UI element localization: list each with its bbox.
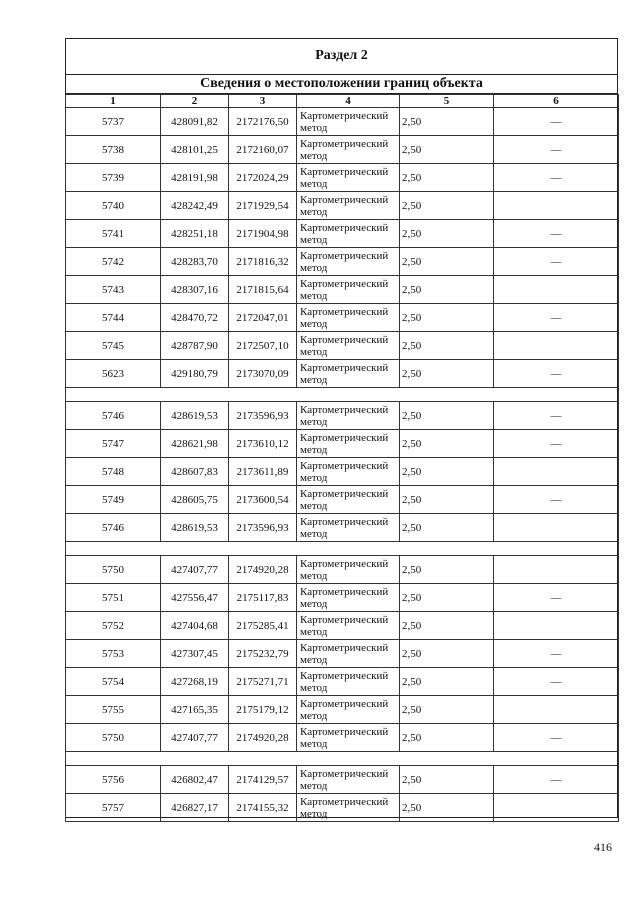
- table-group-separator: [66, 388, 619, 402]
- col-header: 4: [297, 95, 400, 108]
- description-cell: [494, 192, 619, 220]
- description-cell: —: [494, 668, 619, 696]
- point-number-cell: 5753: [66, 640, 161, 668]
- description-cell: [494, 696, 619, 724]
- y-coordinate-cell: 2173596,93: [229, 514, 297, 542]
- table-group-separator: [66, 752, 619, 766]
- col-header: 6: [494, 95, 619, 108]
- accuracy-cell: 2,50: [400, 766, 494, 794]
- y-coordinate-cell: 2172047,01: [229, 304, 297, 332]
- method-cell: Картометрический метод: [297, 514, 400, 542]
- point-number-cell: 5752: [66, 612, 161, 640]
- method-cell: Картометрический метод: [297, 220, 400, 248]
- point-number-cell: 5745: [66, 332, 161, 360]
- method-cell: Картометрический метод: [297, 724, 400, 752]
- method-cell: Картометрический метод: [297, 332, 400, 360]
- y-coordinate-cell: 2172160,07: [229, 136, 297, 164]
- accuracy-cell: 2,50: [400, 430, 494, 458]
- table-row: [66, 556, 619, 584]
- description-cell: [494, 612, 619, 640]
- description-cell: —: [494, 584, 619, 612]
- separator-cell: [66, 752, 619, 766]
- table-row: [66, 276, 619, 304]
- table-row: [66, 360, 619, 388]
- section-title: Раздел 2: [65, 38, 618, 75]
- method-cell: Картометрический метод: [297, 696, 400, 724]
- point-number-cell: 5750: [66, 724, 161, 752]
- y-coordinate-cell: 2172024,29: [229, 164, 297, 192]
- y-coordinate-cell: 2175271,71: [229, 668, 297, 696]
- y-coordinate-cell: 2175285,41: [229, 612, 297, 640]
- table-row: [66, 640, 619, 668]
- y-coordinate-cell: 2174155,32: [229, 794, 297, 822]
- x-coordinate-cell: 427268,19: [161, 668, 229, 696]
- accuracy-cell: 2,50: [400, 556, 494, 584]
- col-header: 2: [161, 95, 229, 108]
- accuracy-cell: 2,50: [400, 360, 494, 388]
- description-cell: —: [494, 360, 619, 388]
- x-coordinate-cell: 427404,68: [161, 612, 229, 640]
- method-cell: Картометрический метод: [297, 458, 400, 486]
- method-cell: Картометрический метод: [297, 304, 400, 332]
- y-coordinate-cell: 2175232,79: [229, 640, 297, 668]
- point-number-cell: 5749: [66, 486, 161, 514]
- y-coordinate-cell: 2175179,12: [229, 696, 297, 724]
- accuracy-cell: 2,50: [400, 458, 494, 486]
- col-header: 5: [400, 95, 494, 108]
- description-cell: [494, 794, 619, 822]
- method-cell: Картометрический метод: [297, 192, 400, 220]
- point-number-cell: 5748: [66, 458, 161, 486]
- accuracy-cell: 2,50: [400, 612, 494, 640]
- table-row: [66, 136, 619, 164]
- x-coordinate-cell: 428621,98: [161, 430, 229, 458]
- point-number-cell: 5757: [66, 794, 161, 822]
- accuracy-cell: 2,50: [400, 332, 494, 360]
- table-row: [66, 248, 619, 276]
- x-coordinate-cell: 427407,77: [161, 556, 229, 584]
- x-coordinate-cell: 428605,75: [161, 486, 229, 514]
- x-coordinate-cell: 428470,72: [161, 304, 229, 332]
- point-number-cell: 5744: [66, 304, 161, 332]
- table-row: [66, 192, 619, 220]
- description-cell: —: [494, 108, 619, 136]
- separator-cell: [66, 388, 619, 402]
- x-coordinate-cell: 426827,17: [161, 794, 229, 822]
- method-cell: Картометрический метод: [297, 430, 400, 458]
- method-cell: Картометрический метод: [297, 136, 400, 164]
- method-cell: Картометрический метод: [297, 276, 400, 304]
- table-row: [66, 458, 619, 486]
- method-cell: Картометрический метод: [297, 668, 400, 696]
- point-number-cell: 5743: [66, 276, 161, 304]
- y-coordinate-cell: 2171815,64: [229, 276, 297, 304]
- table-row: [66, 332, 619, 360]
- point-number-cell: 5746: [66, 514, 161, 542]
- method-cell: Картометрический метод: [297, 164, 400, 192]
- point-number-cell: 5738: [66, 136, 161, 164]
- description-cell: —: [494, 402, 619, 430]
- x-coordinate-cell: 428787,90: [161, 332, 229, 360]
- table-row: [66, 612, 619, 640]
- description-cell: —: [494, 164, 619, 192]
- method-cell: Картометрический метод: [297, 108, 400, 136]
- table-group-separator: [66, 542, 619, 556]
- description-cell: —: [494, 640, 619, 668]
- description-cell: [494, 332, 619, 360]
- method-cell: Картометрический метод: [297, 556, 400, 584]
- x-coordinate-cell: 428619,53: [161, 402, 229, 430]
- method-cell: Картометрический метод: [297, 794, 400, 822]
- x-coordinate-cell: 428091,82: [161, 108, 229, 136]
- y-coordinate-cell: 2173600,54: [229, 486, 297, 514]
- table-row: [66, 724, 619, 752]
- accuracy-cell: 2,50: [400, 164, 494, 192]
- point-number-cell: 5750: [66, 556, 161, 584]
- accuracy-cell: 2,50: [400, 276, 494, 304]
- subsection-title: Сведения о местоположении границ объекта: [65, 75, 618, 94]
- description-cell: —: [494, 220, 619, 248]
- description-cell: —: [494, 430, 619, 458]
- description-cell: —: [494, 724, 619, 752]
- description-cell: —: [494, 248, 619, 276]
- accuracy-cell: 2,50: [400, 640, 494, 668]
- point-number-cell: 5747: [66, 430, 161, 458]
- x-coordinate-cell: 428619,53: [161, 514, 229, 542]
- accuracy-cell: 2,50: [400, 668, 494, 696]
- x-coordinate-cell: 427307,45: [161, 640, 229, 668]
- description-cell: [494, 458, 619, 486]
- x-coordinate-cell: 427407,77: [161, 724, 229, 752]
- y-coordinate-cell: 2175117,83: [229, 584, 297, 612]
- x-coordinate-cell: 428251,18: [161, 220, 229, 248]
- header-row: [66, 95, 619, 108]
- table-row: [66, 584, 619, 612]
- table-row: [66, 164, 619, 192]
- method-cell: Картометрический метод: [297, 402, 400, 430]
- col-header: 3: [229, 95, 297, 108]
- y-coordinate-cell: 2172507,10: [229, 332, 297, 360]
- method-cell: Картометрический метод: [297, 766, 400, 794]
- description-cell: [494, 514, 619, 542]
- method-cell: Картометрический метод: [297, 640, 400, 668]
- accuracy-cell: 2,50: [400, 108, 494, 136]
- x-coordinate-cell: 428607,83: [161, 458, 229, 486]
- accuracy-cell: 2,50: [400, 584, 494, 612]
- accuracy-cell: 2,50: [400, 696, 494, 724]
- separator-cell: [66, 542, 619, 556]
- description-cell: —: [494, 766, 619, 794]
- point-number-cell: 5742: [66, 248, 161, 276]
- point-number-cell: 5751: [66, 584, 161, 612]
- y-coordinate-cell: 2174920,28: [229, 724, 297, 752]
- table-body: [66, 108, 619, 822]
- y-coordinate-cell: 2171816,32: [229, 248, 297, 276]
- y-coordinate-cell: 2173611,89: [229, 458, 297, 486]
- page-number: 416: [594, 840, 612, 854]
- x-coordinate-cell: 427165,35: [161, 696, 229, 724]
- table-row: [66, 514, 619, 542]
- accuracy-cell: 2,50: [400, 794, 494, 822]
- accuracy-cell: 2,50: [400, 136, 494, 164]
- table-row: [66, 696, 619, 724]
- y-coordinate-cell: 2174129,57: [229, 766, 297, 794]
- table-row: [66, 402, 619, 430]
- y-coordinate-cell: 2172176,50: [229, 108, 297, 136]
- description-cell: [494, 276, 619, 304]
- point-number-cell: 5740: [66, 192, 161, 220]
- point-number-cell: 5741: [66, 220, 161, 248]
- x-coordinate-cell: 426802,47: [161, 766, 229, 794]
- accuracy-cell: 2,50: [400, 486, 494, 514]
- y-coordinate-cell: 2171904,98: [229, 220, 297, 248]
- table-row: [66, 668, 619, 696]
- description-cell: —: [494, 304, 619, 332]
- x-coordinate-cell: 429180,79: [161, 360, 229, 388]
- accuracy-cell: 2,50: [400, 304, 494, 332]
- description-cell: [494, 556, 619, 584]
- accuracy-cell: 2,50: [400, 248, 494, 276]
- y-coordinate-cell: 2171929,54: [229, 192, 297, 220]
- accuracy-cell: 2,50: [400, 724, 494, 752]
- method-cell: Картометрический метод: [297, 584, 400, 612]
- x-coordinate-cell: 427556,47: [161, 584, 229, 612]
- y-coordinate-cell: 2173070,09: [229, 360, 297, 388]
- table-row: [66, 220, 619, 248]
- method-cell: Картометрический метод: [297, 360, 400, 388]
- point-number-cell: 5754: [66, 668, 161, 696]
- table-row: [66, 304, 619, 332]
- table-row: [66, 794, 619, 822]
- y-coordinate-cell: 2173610,12: [229, 430, 297, 458]
- accuracy-cell: 2,50: [400, 192, 494, 220]
- col-header: 1: [66, 95, 161, 108]
- accuracy-cell: 2,50: [400, 514, 494, 542]
- x-coordinate-cell: 428101,25: [161, 136, 229, 164]
- boundary-coordinates-table: [65, 94, 619, 822]
- table-row: [66, 766, 619, 794]
- description-cell: —: [494, 136, 619, 164]
- point-number-cell: 5737: [66, 108, 161, 136]
- x-coordinate-cell: 428191,98: [161, 164, 229, 192]
- y-coordinate-cell: 2174920,28: [229, 556, 297, 584]
- point-number-cell: 5755: [66, 696, 161, 724]
- point-number-cell: 5623: [66, 360, 161, 388]
- table-row: [66, 486, 619, 514]
- y-coordinate-cell: 2173596,93: [229, 402, 297, 430]
- x-coordinate-cell: 428242,49: [161, 192, 229, 220]
- method-cell: Картометрический метод: [297, 248, 400, 276]
- accuracy-cell: 2,50: [400, 402, 494, 430]
- point-number-cell: 5739: [66, 164, 161, 192]
- method-cell: Картометрический метод: [297, 486, 400, 514]
- point-number-cell: 5756: [66, 766, 161, 794]
- table-row: [66, 430, 619, 458]
- x-coordinate-cell: 428283,70: [161, 248, 229, 276]
- description-cell: —: [494, 486, 619, 514]
- point-number-cell: 5746: [66, 402, 161, 430]
- table-row: [66, 108, 619, 136]
- method-cell: Картометрический метод: [297, 612, 400, 640]
- accuracy-cell: 2,50: [400, 220, 494, 248]
- x-coordinate-cell: 428307,16: [161, 276, 229, 304]
